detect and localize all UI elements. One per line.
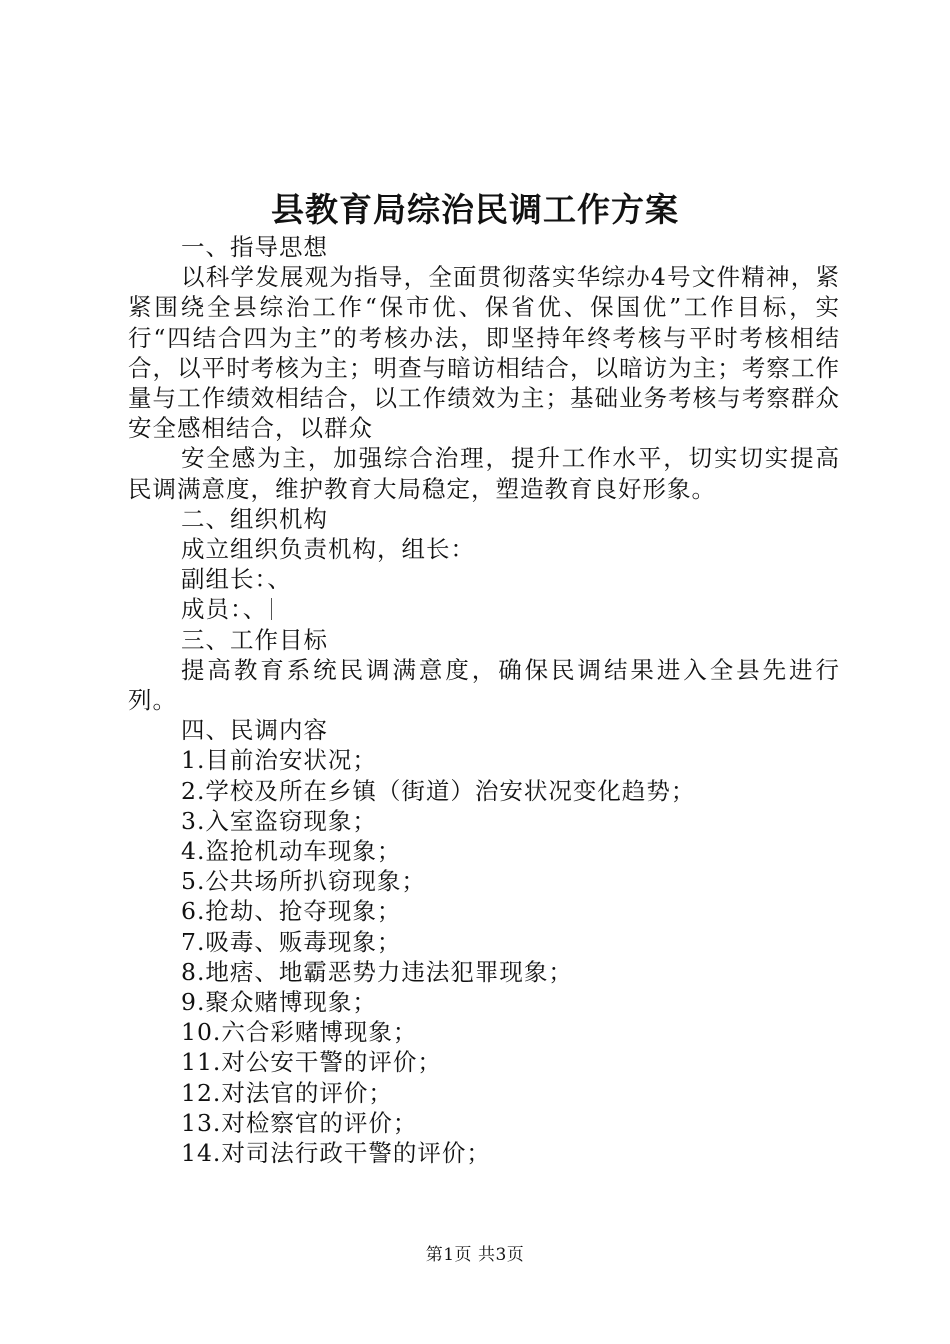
list-item: 8.地痞、地霸恶势力违法犯罪现象； xyxy=(181,957,573,986)
list-item: 4.盗抢机动车现象； xyxy=(181,837,402,866)
paragraph-guiding-ideology-1: 以科学发展观为指导，全面贯彻落实华综办4号文件精神，紧紧围绕全县综治工作“保市优、保省优、保国优”工作目标，实行“四结合四为主”的考核办法，即坚持年终考核与平时考核相结合，以平时考核为主；明查与暗访相结合，以暗访为主；考察工作量与工作绩效相结合，以工作绩效为主；基础业务考核与考察群众安全感相结合，以群众 xyxy=(128,263,840,443)
list-item: 2.学校及所在乡镇（街道）治安状况变化趋势； xyxy=(181,776,696,805)
list-item: 9.聚众赌博现象； xyxy=(181,988,377,1017)
text-cursor xyxy=(271,598,272,620)
list-item: 7.吸毒、贩毒现象； xyxy=(181,927,402,956)
section-heading-survey-content: 四、民调内容 xyxy=(181,716,328,745)
section-heading-organization: 二、组织机构 xyxy=(181,504,328,533)
list-item: 14.对司法行政干警的评价； xyxy=(181,1139,491,1168)
list-item: 5.公共场所扒窃现象； xyxy=(181,867,426,896)
list-item: 3.入室盗窃现象； xyxy=(181,806,377,835)
document-title: 县教育局综治民调工作方案 xyxy=(271,190,679,229)
document-body xyxy=(128,232,840,1168)
list-item: 10.六合彩赌博现象； xyxy=(181,1018,418,1047)
page-footer: 第1页 共3页 xyxy=(425,1245,525,1265)
section-heading-guiding-ideology: 一、指导思想 xyxy=(181,233,328,261)
organization-members-line xyxy=(128,594,840,624)
organization-leader-line: 成立组织负责机构，组长： xyxy=(181,535,475,564)
organization-members-text: 成员：、 xyxy=(181,595,268,624)
list-item: 6.抢劫、抢夺现象； xyxy=(181,897,402,926)
list-item: 12.对法官的评价； xyxy=(181,1078,393,1107)
list-item: 1.目前治安状况； xyxy=(181,746,377,775)
list-item: 13.对检察官的评价； xyxy=(181,1108,418,1137)
paragraph-work-goal: 提高教育系统民调满意度，确保民调结果进入全县先进行列。 xyxy=(128,655,840,715)
section-heading-work-goal: 三、工作目标 xyxy=(181,625,328,654)
organization-deputy-line: 副组长：、 xyxy=(181,565,292,594)
paragraph-guiding-ideology-2: 安全感为主，加强综合治理，提升工作水平，切实切实提高民调满意度，维护教育大局稳定，塑造教育良好形象。 xyxy=(128,444,840,503)
list-item: 11.对公安干警的评价； xyxy=(181,1048,442,1077)
